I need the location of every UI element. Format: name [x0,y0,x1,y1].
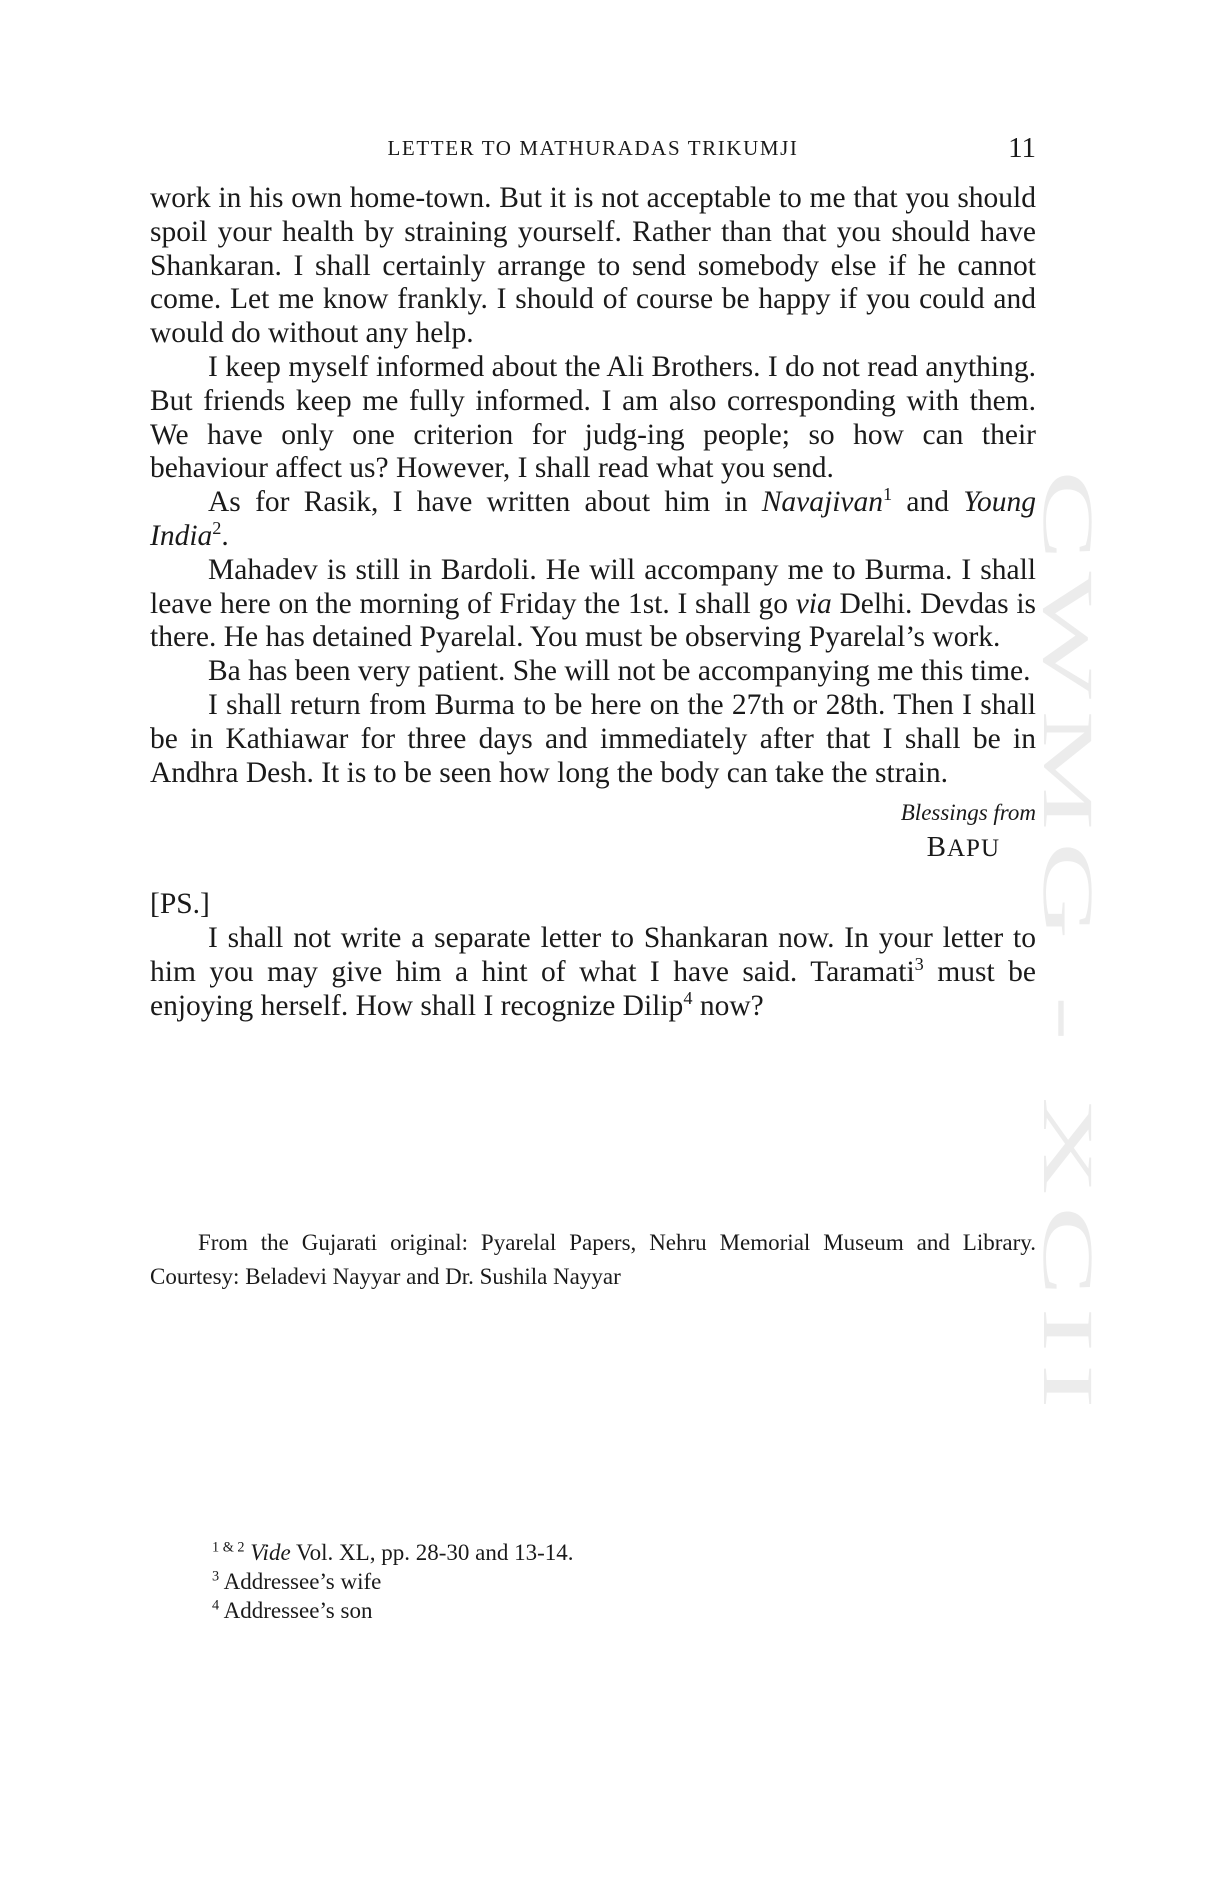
footnotes [212,1538,912,1625]
young-india-title: Young India [150,486,1036,552]
paragraph-3-text-b: and [892,486,964,519]
footnote-3 [212,1567,912,1596]
page-number: 11 [1008,132,1036,164]
paragraph-4 [150,554,1036,655]
footnote-ref-4: 4 [683,987,693,1008]
footnote-text: Addressee’s son [219,1598,373,1623]
paragraph-4-text-b: Delhi. Devdas is there. He has detained Pyarelal. You must be observing Pyarelal’s work. [150,587,1037,654]
paragraph-3 [150,486,1036,554]
via-word: via [795,587,832,620]
footnote-text: Vol. XL, pp. 28-30 and 13-14. [290,1540,574,1565]
source-note: From the Gujarati original: Pyarelal Papers, Nehru Memorial Museum and Library. Courtesy: Beladevi Nayyar and Dr. Sushila Nayyar [150,1230,1036,1289]
footnote-4 [212,1596,912,1625]
letter-body [150,182,1036,1024]
postscript-paragraph [150,922,1036,1023]
footnote-ref-1: 1 [883,484,893,505]
paragraph-3-text-c: . [221,519,229,552]
running-title: LETTER TO MATHURADAS TRIKUMJI [387,136,799,160]
footnote-1-2 [212,1538,912,1567]
signoff [150,796,1036,866]
paragraph-6: I shall return from Burma to be here on the 27th or 28th. Then I shall be in Kathiawar for three days and immediately after that I shall be in Andhra Desh. It is to be seen how long the body can take the strain. [150,688,1036,789]
signature [150,830,1000,866]
postscript-text-b: must be enjoying herself. How shall I recognize Dilip [150,955,1037,1022]
footnote-ref-2: 2 [212,518,222,539]
watermark-text: CWMG - XCII [1028,470,1108,976]
footnote-marker: 4 [212,1597,220,1614]
postscript-text-c: now? [692,989,764,1022]
collection-watermark [1028,470,1108,1430]
navajivan-title: Navajivan [761,486,883,519]
signature-initial: B [926,831,947,864]
postscript-text-a: I shall not write a separate letter to Shankaran now. In your letter to him you may give him a hint of what I have said. Taramati [150,922,1036,988]
blessings-line: Blessings from [900,800,1036,826]
paragraph-1: work in his own home-town. But it is not acceptable to me that you should spoil your health by straining yourself. Rather than that you should have Shankaran. I shall certainly arrange to send somebody else if he cannot come. Let me know frankly. I should of course be happy if you could and would do without any help. [150,182,1036,350]
footnote-vide: Vide [250,1540,291,1565]
signature-rest: APU [946,835,1000,863]
paragraph-2: I keep myself informed about the Ali Brothers. I do not read anything. But friends keep me fully informed. I am also corresponding with them. We have only one criterion for judg-ing people; so how can their behaviour affect us? However, I shall read what you send. [150,350,1036,485]
footnote-marker: 1 & 2 [212,1539,245,1556]
paragraph-4-text-a: Mahadev is still in Bardoli. He will accompany me to Burma. I shall leave here on the morning of Friday the 1st. I shall go [150,553,1036,620]
footnote-marker: 3 [212,1568,220,1585]
paragraph-3-text-a: As for Rasik, I have written about him in [208,486,762,519]
footnote-text: Addressee’s wife [219,1569,382,1594]
running-header [150,132,1036,168]
footnote-ref-3: 3 [914,954,924,975]
postscript-label: [PS.] [150,888,210,921]
paragraph-5: Ba has been very patient. She will not be accompanying me this time. [208,655,1031,688]
